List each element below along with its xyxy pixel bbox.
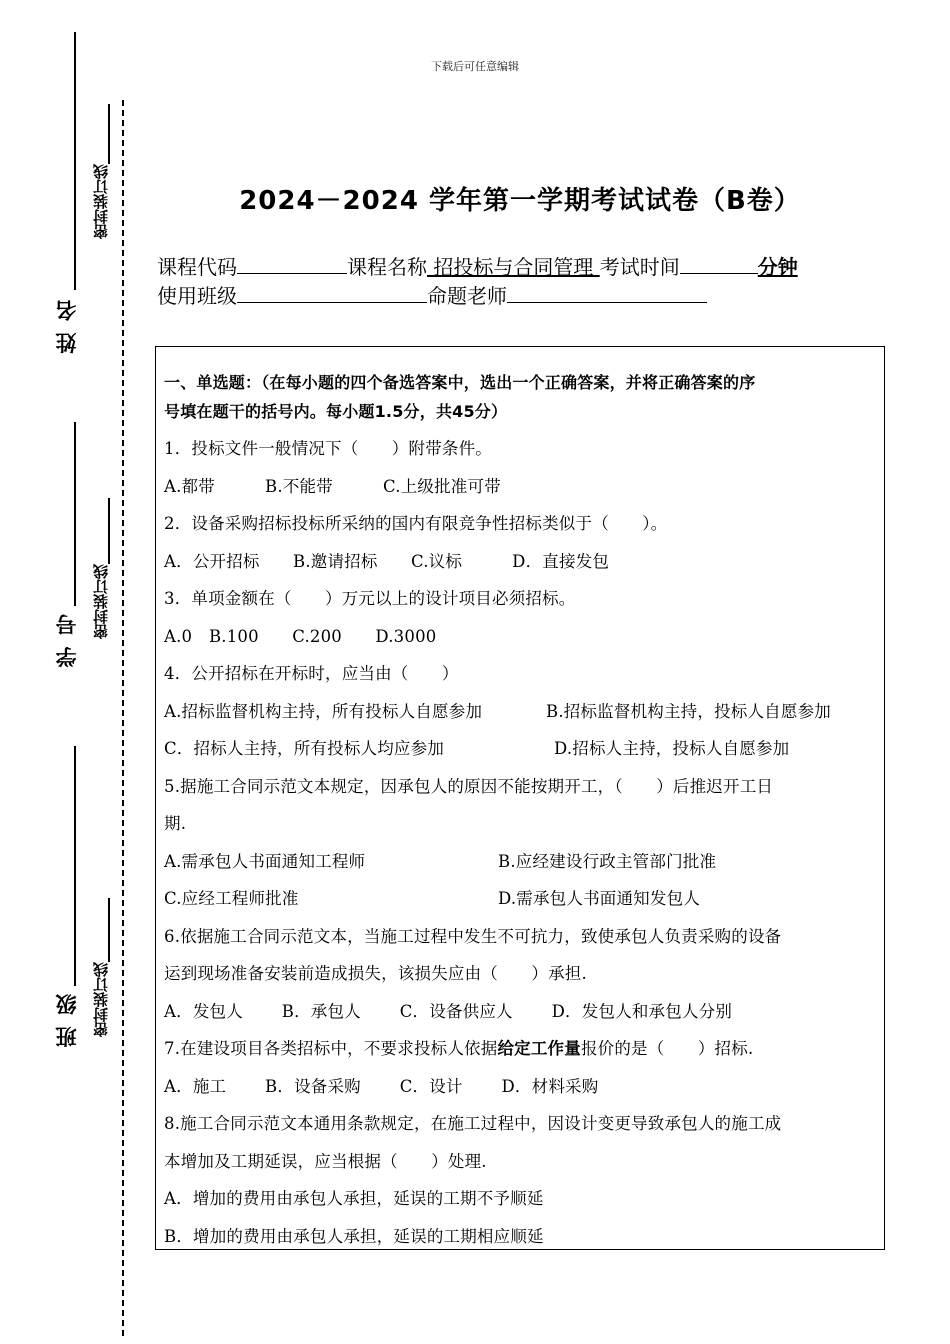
seal-underline-3 [108, 898, 110, 962]
q8-option-b: B．增加的费用由承包人承担，延误的工期相应顺延 [164, 1227, 544, 1246]
q2-stem: 2．设备采购招标投标所采纳的国内有限竞争性招标类似于（ ）。 [164, 514, 668, 533]
q7-stem-pre: 7.在建设项目各类招标中，不要求投标人依据 [164, 1039, 498, 1058]
student-id-label: 学 号 [55, 612, 79, 668]
q5-option-d: D.需承包人书面通知发包人 [498, 889, 700, 908]
id-underline [74, 422, 76, 606]
course-name-value: 招投标与合同管理 [427, 255, 600, 279]
q6-options: A．发包人 B．承包人 C．设备供应人 D．发包人和承包人分别 [164, 1002, 733, 1021]
seal-underline-2 [108, 498, 110, 564]
q7-stem-post: 报价的是（ ）招标. [580, 1039, 754, 1058]
watermark: 下载后可任意编辑 [431, 60, 519, 73]
teacher-field[interactable] [507, 282, 707, 303]
q4-options-row2 [164, 737, 879, 761]
q7-options: A．施工 B．设备采购 C．设计 D．材料采购 [164, 1077, 599, 1096]
q3-options: A.0 B.100 C.200 D.3000 [164, 627, 437, 646]
exam-time-label: 考试时间 [599, 255, 680, 279]
name-underline [74, 32, 76, 290]
q4-option-a: A.招标监督机构主持，所有投标人自愿参加 [164, 702, 483, 721]
class-info-row [157, 282, 707, 309]
seal-line-text-2: 密封装订线 [92, 564, 110, 639]
course-code-label: 课程代码 [157, 255, 237, 279]
q3-stem: 3．单项金额在（ ）万元以上的设计项目必须招标。 [164, 589, 576, 608]
course-info-row [157, 253, 798, 280]
class-underline [74, 746, 76, 986]
q8-stem-1: 8.施工合同示范文本通用条款规定，在施工过程中，因设计变更导致承包人的施工成 [164, 1114, 782, 1133]
class-label: 使用班级 [157, 284, 237, 308]
q7-stem [164, 1037, 879, 1061]
course-code-field[interactable] [237, 253, 347, 274]
q6-stem-2: 运到现场准备安装前造成损失，该损失应由（ ）承担. [164, 964, 587, 983]
q5-option-a: A.需承包人书面通知工程师 [164, 852, 366, 871]
section-heading-2: 号填在题干的括号内。每小题1.5分，共45分） [164, 402, 508, 421]
course-name-label: 课程名称 [347, 255, 427, 279]
q4-option-d: D.招标人主持，投标人自愿参加 [554, 739, 790, 758]
q4-option-b: B.招标监督机构主持，投标人自愿参加 [546, 702, 831, 721]
q8-option-a: A．增加的费用由承包人承担，延误的工期不予顺延 [164, 1189, 544, 1208]
q5-stem-2: 期. [164, 814, 187, 833]
minutes-label: 分钟 [757, 255, 798, 279]
q5-option-b: B.应经建设行政主管部门批准 [498, 852, 717, 871]
q2-options: A．公开招标 B.邀请招标 C.议标 D．直接发包 [164, 552, 610, 571]
q4-option-c: C．招标人主持，所有投标人均应参加 [164, 739, 445, 758]
q6-stem-1: 6.依据施工合同示范文本，当施工过程中发生不可抗力，致使承包人负责采购的设备 [164, 927, 782, 946]
q8-stem-2: 本增加及工期延误，应当根据（ ）处理. [164, 1152, 487, 1171]
q4-stem: 4．公开招标在开标时，应当由（ ） [164, 664, 459, 683]
q5-options-row2 [164, 887, 879, 911]
seal-line-text-1: 密封装订线 [92, 164, 110, 239]
teacher-label: 命题老师 [427, 284, 507, 308]
q5-stem-1: 5.据施工合同示范文本规定，因承包人的原因不能按期开工，（ ）后推迟开工日 [164, 777, 774, 796]
class-name-label: 班 级 [55, 992, 79, 1048]
seal-line-text-3: 密封装订线 [92, 962, 110, 1037]
section-heading-1: 一、单选题：（在每小题的四个备选答案中，选出一个正确答案，并将正确答案的序 [164, 373, 756, 392]
q1-stem: 1．投标文件一般情况下（ ）附带条件。 [164, 439, 492, 458]
class-field[interactable] [237, 282, 427, 303]
exam-title: 2024－2024 学年第一学期考试试卷（B卷） [239, 186, 801, 216]
seal-underline-1 [108, 104, 110, 164]
exam-time-field[interactable] [680, 253, 758, 274]
q7-stem-emphasis: 给定工作量 [497, 1039, 581, 1058]
binding-dash-line [122, 100, 124, 1336]
q5-option-c: C.应经工程师批准 [164, 889, 299, 908]
q4-options-row1 [164, 700, 879, 724]
name-label: 姓 名 [55, 298, 79, 354]
q5-options-row1 [164, 850, 879, 874]
q1-options: A.都带 B.不能带 C.上级批准可带 [164, 477, 501, 496]
